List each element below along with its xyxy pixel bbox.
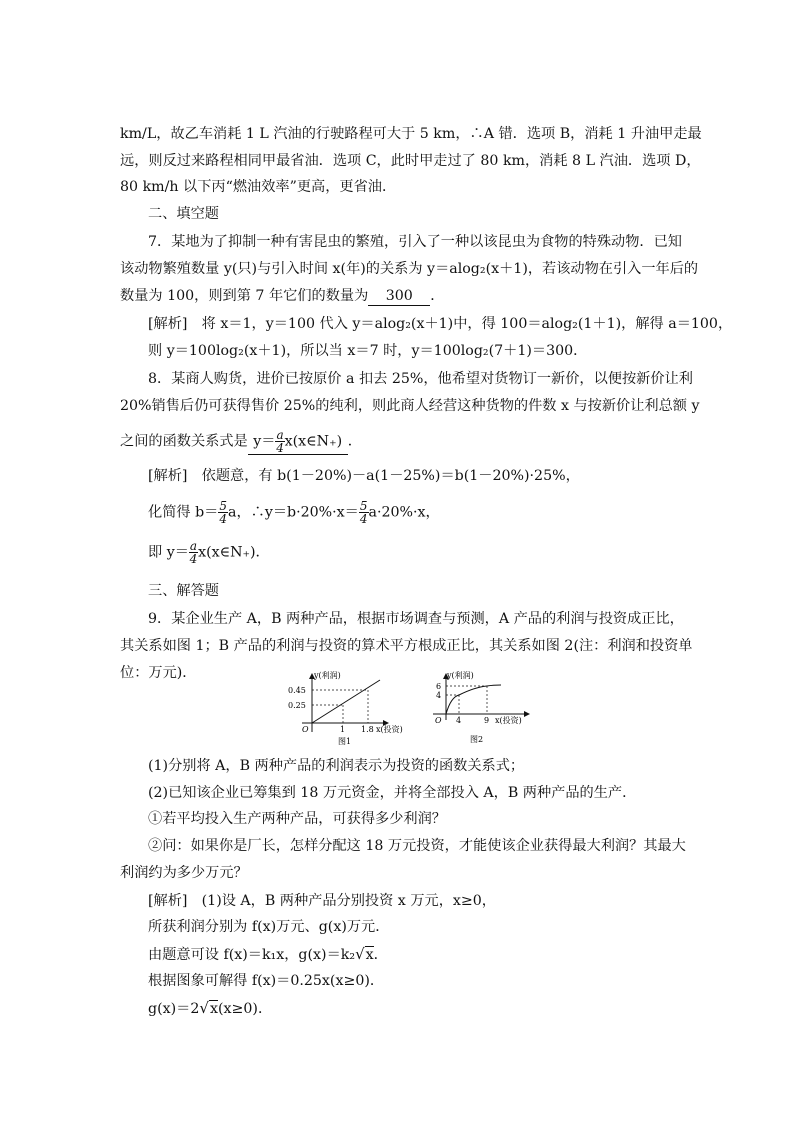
solution-text: 化简得 b＝	[148, 504, 219, 521]
question-9-line: 位：万元)．	[120, 665, 197, 681]
question-9-part: (2)已知该企业已筹集到 18 万元资金，并将全部投入 A，B 两种产品的生产．	[148, 785, 637, 801]
solution-9-line: 根据图象可解得 f(x)＝0.25x(x≥0)．	[148, 973, 385, 989]
fraction	[359, 500, 369, 525]
solution-text: x(x∈N₊)．	[198, 544, 270, 561]
x-axis-label: x(投资)	[495, 716, 522, 725]
solution-9-line: 所获利润分别为 f(x)万元、g(x)万元．	[148, 919, 390, 935]
y-axis-label: y(利润)	[447, 671, 474, 680]
question-7-line: 该动物繁殖数量 y(只)与引入时间 x(年)的关系为 y＝alog₂(x＋1)，若该动物在引入一年后的	[120, 261, 699, 277]
numerator: a	[276, 428, 284, 442]
solution-9-line	[148, 944, 388, 965]
solution-8-line: [解析] 依题意，有 b(1－20%)－a(1－25%)＝b(1－20%)·25%，	[148, 468, 580, 484]
y-tick-label: 0.45	[288, 686, 306, 695]
solution-8-line	[148, 540, 270, 565]
origin-label: O	[302, 725, 309, 734]
x-tick-label: 4	[456, 716, 462, 725]
answer-blank: 300	[368, 287, 430, 306]
graph-curve	[446, 685, 501, 714]
question-8-line: 8．某商人购货，进价已按原价 a 扣去 25%，他希望对货物订一新价，以便按新价让利	[148, 371, 693, 387]
answer-text: y＝	[253, 433, 276, 450]
solution-text: a·20%·x，	[368, 504, 440, 521]
numerator: 5	[219, 499, 227, 513]
solution-7-line: [解析] 将 x＝1，y＝100 代入 y＝alog₂(x＋1)中，得 100＝alog₂(1＋1)，解得 a＝100，	[148, 316, 733, 332]
numerator: a	[189, 539, 198, 553]
solution-9-line	[148, 998, 272, 1019]
solution-7-line: 则 y＝100log₂(x＋1)，所以当 x＝7 时，y＝100log₂(7＋1)＝300．	[148, 343, 588, 359]
text-line: km/L，故乙车消耗 1 L 汽油的行驶路程可大于 5 km，∴A 错．选项 B，消耗 1 升油甲走最	[120, 126, 702, 142]
y-axis-label: y(利润)	[314, 671, 341, 680]
question-8-line	[120, 429, 362, 455]
solution-text: g(x)＝2	[148, 1001, 200, 1017]
x-tick-label: 1.8	[361, 725, 374, 734]
sqrt-sign: √	[355, 945, 365, 963]
question-7-line: 7．某地为了抑制一种有害昆虫的繁殖，引入了一种以该昆虫为食物的特殊动物．已知	[148, 234, 682, 250]
denominator: 4	[189, 552, 198, 566]
sqrt-radicand: x	[209, 1001, 218, 1017]
denominator: 4	[359, 512, 368, 526]
question-text: ．	[347, 433, 362, 450]
x-tick-label: 1	[340, 725, 346, 734]
fraction	[218, 500, 228, 525]
question-9-part: ①若平均投入生产两种产品，可获得多少利润？	[148, 811, 446, 827]
question-9-part: ②问：如果你是厂长，怎样分配这 18 万元投资，才能使该企业获得最大利润？其最大	[148, 838, 686, 854]
y-tick-label: 0.25	[288, 701, 306, 710]
denominator: 4	[219, 512, 227, 526]
solution-text: a，∴y＝b·20%·x＝	[227, 504, 359, 521]
section-heading: 三、解答题	[148, 583, 219, 599]
text-line: 远，则反过来路程相同甲最省油．选项 C，此时甲走过了 80 km，消耗 8 L 汽油．选项 D，	[120, 153, 701, 169]
solution-text: ．	[373, 947, 388, 963]
fraction	[275, 429, 284, 454]
solution-9-line: [解析] (1)设 A，B 两种产品分别投资 x 万元，x≥0，	[148, 893, 496, 909]
figure-caption: 图1	[338, 737, 352, 746]
text-line: 80 km/h 以下丙“燃油效率”更高，更省油．	[120, 179, 397, 195]
numerator: 5	[359, 499, 368, 513]
y-tick-label: 4	[436, 691, 442, 700]
solution-text: 由题意可设 f(x)＝k₁x，g(x)＝k₂	[148, 947, 356, 963]
question-9-line: 其关系如图 1；B 产品的利润与投资的算术平方根成正比，其关系如图 2(注：利润和投资单	[120, 638, 693, 654]
origin-label: O	[435, 716, 442, 725]
solution-8-line	[148, 500, 440, 525]
denominator: 4	[276, 441, 284, 455]
question-9-part: (1)分别将 A，B 两种产品的利润表示为投资的函数关系式；	[148, 758, 525, 774]
question-text: ．	[430, 288, 445, 304]
x-tick-label: 9	[484, 716, 490, 725]
x-axis-label: x(投资)	[376, 725, 403, 734]
question-9-part: 利润约为多少万元？	[120, 865, 248, 881]
figure-2-graph	[415, 668, 535, 748]
sqrt-radicand: x	[365, 947, 374, 963]
question-7-line	[120, 286, 444, 306]
answer-text: x(x∈N₊)	[284, 433, 343, 450]
sqrt-sign: √	[199, 999, 209, 1017]
question-9-line: 9．某企业生产 A，B 两种产品，根据市场调查与预测，A 产品的利润与投资成正比，	[148, 611, 684, 627]
question-text: 数量为 100，则到第 7 年它们的数量为	[120, 288, 369, 304]
answer-blank	[248, 429, 348, 455]
question-8-line: 20%销售后仍可获得售价 25%的纯利，则此商人经营这种货物的件数 x 与按新价让利总额 y	[120, 398, 700, 414]
section-heading: 二、填空题	[148, 206, 219, 222]
y-tick-label: 6	[436, 682, 442, 691]
figure-caption: 图2	[470, 735, 484, 744]
fraction	[189, 540, 198, 565]
solution-text: (x≥0)．	[217, 1001, 273, 1017]
figure-1-graph	[280, 668, 403, 748]
question-text: 之间的函数关系式是	[120, 433, 248, 450]
solution-text: 即 y＝	[148, 544, 189, 561]
graph-line	[312, 680, 380, 723]
